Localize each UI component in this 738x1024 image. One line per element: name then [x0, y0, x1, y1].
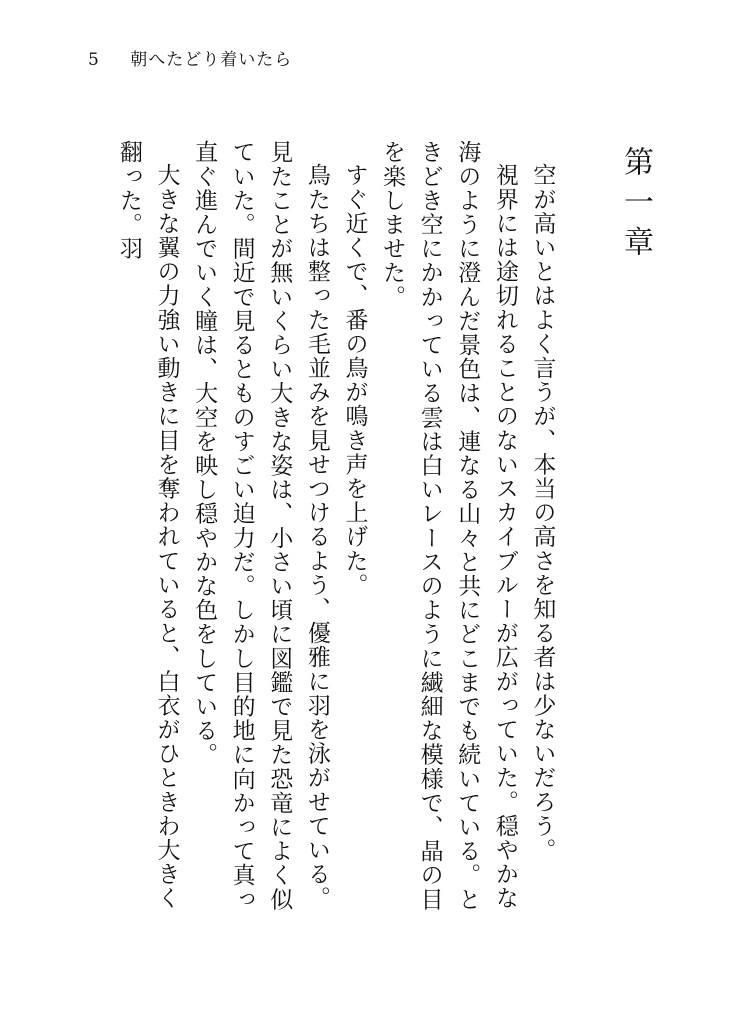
page-number: 5 — [88, 50, 99, 70]
paragraph: 大きな翼の力強い動きに目を奪われていると、白衣がひときわ大きく翻った。羽 — [115, 140, 180, 911]
paragraph: 鳥たちは整った毛並みを見せつけるよう、優雅に羽を泳がせている。見たことが無いくらい大きな姿は、小さい頃に図鑑で見た恐竜によく似ていた。間近で見るとものすごい迫力だ。しかし目的地に向かって真っ直ぐ進んでいく瞳は、大空を映し穏やかな色をしている。 — [191, 140, 330, 912]
chapter-title: 第一章 — [618, 146, 653, 266]
paragraph: 空が高いとはよく言うが、本当の高さを知る者は少ないだろう。 — [529, 163, 556, 862]
paragraph: すぐ近くで、番の鳥が鳴き声を上げた。 — [341, 163, 368, 597]
running-title: 朝へたどり着いたら — [130, 50, 293, 70]
page-header — [88, 52, 292, 69]
vertical-body-text — [109, 140, 654, 920]
paragraph: 視界には途切れることのないスカイブルーが広がっていた。穏やかな海のように澄んだ景色は、連なる山々と共にどこまでも続いている。ときどき空にかかっている雲は白いレースのように繊細な模様で、晶の目を楽しませた。 — [379, 140, 518, 912]
